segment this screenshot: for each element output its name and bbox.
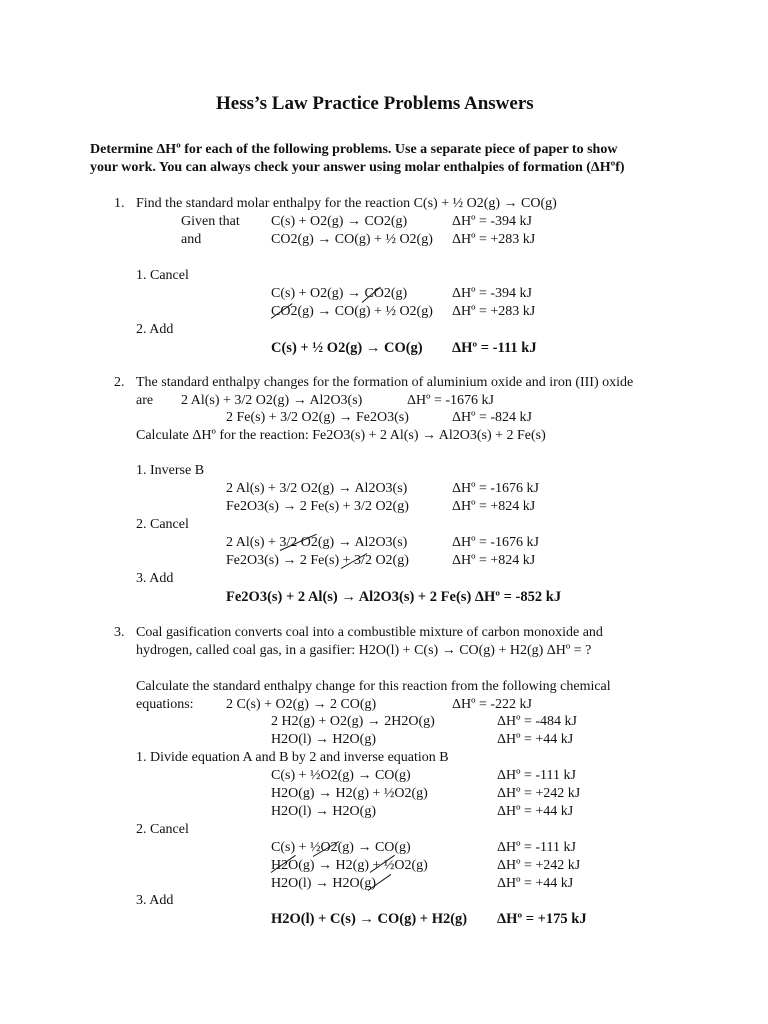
- p3-div-eq1: C(s) + ½O2(g) → CO(g): [271, 768, 411, 783]
- p2-inv-dh2: ΔHº = +824 kJ: [452, 499, 536, 514]
- p3-div-dh1: ΔHº = -111 kJ: [497, 768, 576, 783]
- p1-result-dh: ΔHº = -111 kJ: [452, 340, 537, 356]
- p3-equations-label: equations:: [136, 697, 194, 712]
- p1-given-label: Given that: [181, 214, 240, 229]
- p3-eq2: 2 H2(g) + O2(g) → 2H2O(g): [271, 714, 435, 729]
- p3-div-eq3: H2O(l) → H2O(g): [271, 804, 376, 819]
- p3-result: H2O(l) + C(s) → CO(g) + H2(g): [271, 911, 468, 927]
- p1-step-add: 2. Add: [136, 322, 174, 337]
- p3-cancel-dh1: ΔHº = -111 kJ: [497, 840, 576, 855]
- p1-cancel-eq1: C(s) + O2(g) → CO2(g): [271, 286, 408, 301]
- p3-dh3: ΔHº = +44 kJ: [497, 732, 574, 747]
- p3-div-dh2: ΔHº = +242 kJ: [497, 786, 581, 801]
- intro-line-2: your work. You can always check your answer using molar enthalpies of formation (ΔHºf): [90, 160, 625, 175]
- p3-div-dh3: ΔHº = +44 kJ: [497, 804, 574, 819]
- p1-dh1: ΔHº = -394 kJ: [452, 214, 532, 229]
- p2-number: 2.: [114, 375, 125, 390]
- p2-inv-eq2: Fe2O3(s) → 2 Fe(s) + 3/2 O2(g): [226, 499, 409, 514]
- p2-calc: Calculate ΔHº for the reaction: Fe2O3(s) + 2 Al(s) → Al2O3(s) + 2 Fe(s): [136, 428, 546, 443]
- p1-number: 1.: [114, 196, 125, 211]
- p1-cancel-dh1: ΔHº = -394 kJ: [452, 286, 532, 301]
- p1-result: C(s) + ½ O2(g) → CO(g): [271, 340, 423, 356]
- p1-cancel-dh2: ΔHº = +283 kJ: [452, 304, 536, 319]
- p2-eq1: 2 Al(s) + 3/2 O2(g) → Al2O3(s): [181, 393, 363, 408]
- p2-cancel-eq2: Fe2O3(s) → 2 Fe(s) + 3/2 O2(g): [226, 553, 409, 568]
- p3-cancel-eq2: H2O(g) → H2(g) + ½O2(g): [271, 858, 428, 873]
- p3-step-cancel: 2. Cancel: [136, 822, 189, 837]
- page-title: Hess’s Law Practice Problems Answers: [216, 93, 534, 114]
- p3-line2: hydrogen, called coal gas, in a gasifier: H2O(l) + C(s) → CO(g) + H2(g) ΔHº = ?: [136, 643, 592, 658]
- p3-div-eq2: H2O(g) → H2(g) + ½O2(g): [271, 786, 428, 801]
- p3-step-add: 3. Add: [136, 893, 174, 908]
- p2-result: Fe2O3(s) + 2 Al(s) → Al2O3(s) + 2 Fe(s) ΔHº = -852 kJ: [226, 589, 562, 605]
- p3-cancel-dh3: ΔHº = +44 kJ: [497, 876, 574, 891]
- p1-question: Find the standard molar enthalpy for the reaction C(s) + ½ O2(g) → CO(g): [136, 196, 557, 211]
- p2-cancel-eq1: 2 Al(s) + 3/2 O2(g) → Al2O3(s): [226, 535, 408, 550]
- p2-step-add: 3. Add: [136, 571, 174, 586]
- p2-line1: The standard enthalpy changes for the formation of aluminium oxide and iron (III) oxide: [136, 375, 634, 390]
- p1-cancel-eq2: CO2(g) → CO(g) + ½ O2(g): [271, 304, 433, 319]
- p3-number: 3.: [114, 625, 125, 640]
- p2-cancel-dh1: ΔHº = -1676 kJ: [452, 535, 539, 550]
- p3-calc: Calculate the standard enthalpy change for this reaction from the following chemical: [136, 679, 611, 694]
- p3-cancel-eq3: H2O(l) → H2O(g): [271, 876, 376, 891]
- p3-cancel-dh2: ΔHº = +242 kJ: [497, 858, 581, 873]
- p1-step-cancel: 1. Cancel: [136, 268, 189, 283]
- p1-dh2: ΔHº = +283 kJ: [452, 232, 536, 247]
- p2-inv-eq1: 2 Al(s) + 3/2 O2(g) → Al2O3(s): [226, 481, 408, 496]
- p3-eq1: 2 C(s) + O2(g) → 2 CO(g): [226, 697, 377, 712]
- p1-eq1: C(s) + O2(g) → CO2(g): [271, 214, 408, 229]
- p2-step-inverse: 1. Inverse B: [136, 463, 205, 478]
- p1-and-label: and: [181, 232, 202, 247]
- p3-dh2: ΔHº = -484 kJ: [497, 714, 577, 729]
- p2-cancel-dh2: ΔHº = +824 kJ: [452, 553, 536, 568]
- p2-inv-dh1: ΔHº = -1676 kJ: [452, 481, 539, 496]
- p3-dh1: ΔHº = -222 kJ: [452, 697, 532, 712]
- p3-cancel-eq1: C(s) + ½O2(g) → CO(g): [271, 840, 411, 855]
- p2-step-cancel: 2. Cancel: [136, 517, 189, 532]
- p2-dh1: ΔHº = -1676 kJ: [407, 393, 494, 408]
- p2-eq2: 2 Fe(s) + 3/2 O2(g) → Fe2O3(s): [226, 410, 409, 425]
- p2-dh2: ΔHº = -824 kJ: [452, 410, 532, 425]
- intro-line-1: Determine ΔHº for each of the following problems. Use a separate piece of paper to show: [90, 142, 618, 157]
- p1-eq2: CO2(g) → CO(g) + ½ O2(g): [271, 232, 433, 247]
- p3-line1: Coal gasification converts coal into a combustible mixture of carbon monoxide and: [136, 625, 603, 640]
- p3-eq3: H2O(l) → H2O(g): [271, 732, 376, 747]
- p3-step-divide: 1. Divide equation A and B by 2 and inverse equation B: [136, 750, 449, 765]
- p3-result-dh: ΔHº = +175 kJ: [497, 911, 587, 927]
- p2-are-label: are: [136, 393, 154, 408]
